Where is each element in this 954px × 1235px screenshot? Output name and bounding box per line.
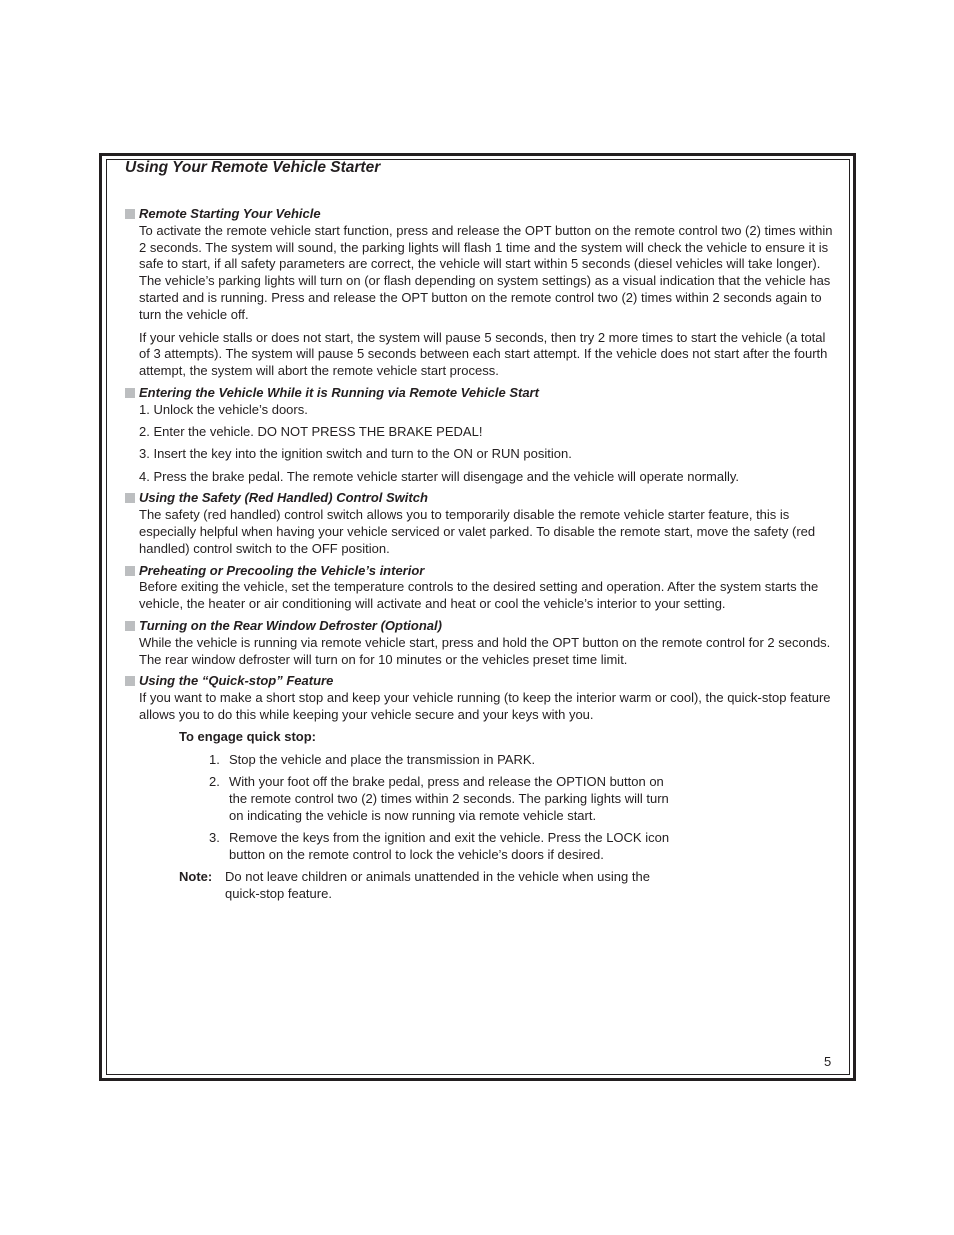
paragraph: To activate the remote vehicle start function, press and release the OPT button on the remote control two (2) times within 2 seconds. The system will sound, the parking lights will flash 1 time and the system will check the vehicle to ensure it is safe to start, if all safety parameters are correct, the vehicle will start within 5 seconds (diesel vehicles will take longer). The vehicle’s parking lights will turn on (or flash depending on system settings) as a visual indication that the vehicle has started and is running. Press and release the OPT button on the remote control two (2) times within 2 seconds again to turn the vehicle off.	[139, 222, 833, 322]
section-heading-text: Using the “Quick-stop” Feature	[139, 673, 334, 689]
step-line: Remove the keys from the ignition and exit the vehicle. Press the LOCK icon	[229, 829, 670, 845]
list-item: 1. Unlock the vehicle’s doors.	[139, 401, 308, 417]
step-line: button on the remote control to lock the vehicle’s doors if desired.	[229, 846, 604, 862]
quick-stop-step	[209, 830, 835, 864]
note-line: quick-stop feature.	[225, 885, 332, 901]
list-item: 3. Insert the key into the ignition switch and turn to the ON or RUN position.	[139, 446, 572, 462]
steps-list	[125, 402, 835, 486]
square-bullet-icon	[125, 388, 135, 398]
step-line: the remote control two (2) times within 2 seconds. The parking lights will turn	[229, 790, 669, 806]
quick-stop-title: To engage quick stop:	[179, 729, 316, 745]
section-heading-text: Remote Starting Your Vehicle	[139, 206, 321, 221]
note	[179, 869, 835, 903]
section-heading	[125, 563, 835, 580]
square-bullet-icon	[125, 676, 135, 686]
square-bullet-icon	[125, 566, 135, 576]
section-heading-text: Turning on the Rear Window Defroster (Optional)	[139, 618, 442, 634]
section-heading-text: Entering the Vehicle While it is Running via Remote Vehicle Start	[139, 384, 539, 400]
section-heading	[125, 206, 835, 223]
paragraph: The safety (red handled) control switch allows you to temporarily disable the remote vehicle starter feature, this is especially helpful when having your vehicle serviced or valet parked. To disable the remote start, move the safety (red handled) control switch to the OFF position.	[139, 507, 816, 556]
page-title: Using Your Remote Vehicle Starter	[125, 159, 381, 176]
note-line: Do not leave children or animals unattended in the vehicle when using the	[225, 868, 650, 884]
step-number: 3.	[209, 829, 220, 845]
section-heading-text: Preheating or Precooling the Vehicle’s interior	[139, 562, 425, 578]
page-content	[125, 206, 835, 902]
section-heading	[125, 673, 835, 690]
list-item: 4. Press the brake pedal. The remote vehicle starter will disengage and the vehicle will operate normally.	[139, 468, 739, 484]
step-line: on indicating the vehicle is now running via remote vehicle start.	[229, 807, 597, 823]
square-bullet-icon	[125, 493, 135, 503]
paragraph: Before exiting the vehicle, set the temperature controls to the desired setting and operation. After the system starts the vehicle, the heater or air conditioning will activate and heat or cool the vehicle’s interior to your setting.	[139, 579, 819, 612]
quick-stop-steps	[179, 752, 835, 864]
paragraph: If your vehicle stalls or does not start, the system will pause 5 seconds, then try 2 more times to start the vehicle (a total of 3 attempts). The system will pause 5 seconds between each start attempt. If the vehicle does not start after the fourth attempt, the system will abort the remote vehicle start process.	[139, 329, 828, 379]
step-number: 2.	[209, 773, 220, 789]
step-number: 1.	[209, 751, 220, 767]
note-label: Note:	[179, 868, 213, 884]
step-line: With your foot off the brake pedal, press and release the OPTION button on	[229, 773, 664, 789]
section-heading	[125, 490, 835, 507]
section-heading	[125, 618, 835, 635]
quick-stop-step	[209, 774, 835, 824]
quick-stop-step	[209, 752, 835, 769]
paragraph: While the vehicle is running via remote vehicle start, press and hold the OPT button on the remote control for 2 seconds. The rear window defroster will turn on for 10 minutes or the vehicles preset time limit.	[139, 634, 831, 667]
paragraph: If you want to make a short stop and keep your vehicle running (to keep the interior warm or cool), the quick-stop feature allows you to do this while keeping your vehicle secure and your keys with you.	[139, 690, 831, 723]
page-number: 5	[824, 1054, 832, 1069]
quick-stop-block	[125, 729, 835, 902]
list-item: 2. Enter the vehicle. DO NOT PRESS THE BRAKE PEDAL!	[139, 424, 483, 440]
square-bullet-icon	[125, 621, 135, 631]
section-heading	[125, 385, 835, 402]
section-heading-text: Using the Safety (Red Handled) Control Switch	[139, 490, 428, 506]
square-bullet-icon	[125, 209, 135, 219]
step-line: Stop the vehicle and place the transmission in PARK.	[229, 751, 536, 767]
